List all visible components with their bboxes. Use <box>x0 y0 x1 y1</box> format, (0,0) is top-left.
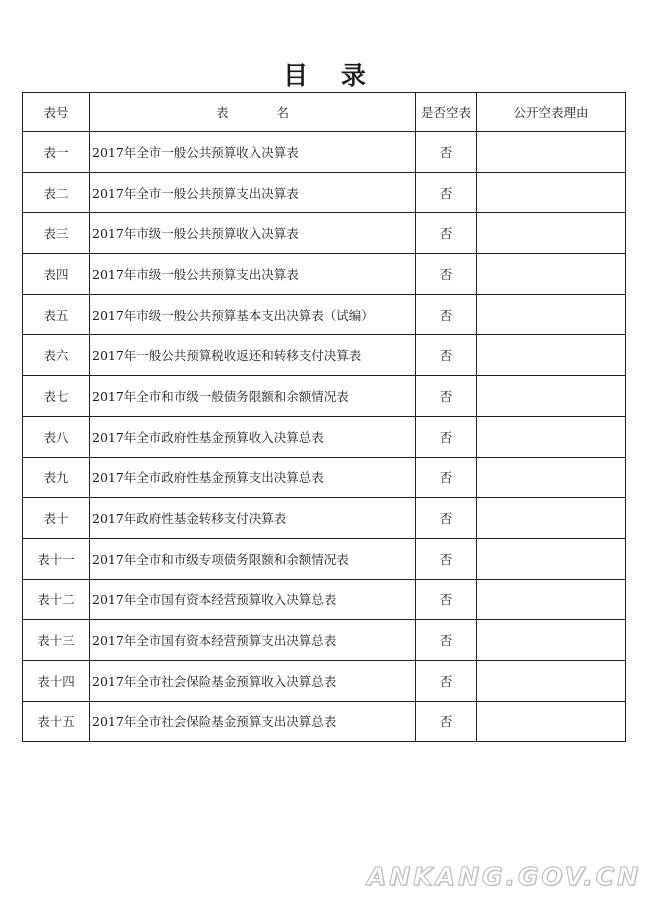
row-empty-reason <box>477 172 626 213</box>
row-table-number: 表九 <box>23 457 90 498</box>
row-table-number: 表十四 <box>23 660 90 701</box>
row-is-empty: 否 <box>416 620 477 661</box>
row-table-number: 表一 <box>23 132 90 173</box>
row-empty-reason <box>477 294 626 335</box>
row-is-empty: 否 <box>416 579 477 620</box>
row-empty-reason <box>477 579 626 620</box>
row-empty-reason <box>477 457 626 498</box>
row-table-number: 表六 <box>23 335 90 376</box>
row-empty-reason <box>477 701 626 742</box>
row-table-name: 2017年全市国有资本经营预算收入决算总表 <box>90 579 416 620</box>
row-is-empty: 否 <box>416 660 477 701</box>
row-is-empty: 否 <box>416 254 477 295</box>
row-is-empty: 否 <box>416 376 477 417</box>
row-empty-reason <box>477 416 626 457</box>
watermark: ANKANG.GOV.CN <box>366 862 641 891</box>
row-table-name: 2017年全市一般公共预算收入决算表 <box>90 132 416 173</box>
row-is-empty: 否 <box>416 132 477 173</box>
row-table-name: 2017年市级一般公共预算支出决算表 <box>90 254 416 295</box>
table-row <box>23 172 626 213</box>
row-table-number: 表五 <box>23 294 90 335</box>
row-is-empty: 否 <box>416 335 477 376</box>
header-table-number: 表号 <box>23 93 90 132</box>
row-empty-reason <box>477 132 626 173</box>
row-table-number: 表十二 <box>23 579 90 620</box>
header-is-empty: 是否空表 <box>416 93 477 132</box>
row-empty-reason <box>477 660 626 701</box>
row-table-name: 2017年全市社会保险基金预算支出决算总表 <box>90 701 416 742</box>
table-row <box>23 660 626 701</box>
row-table-name: 2017年全市国有资本经营预算支出决算总表 <box>90 620 416 661</box>
row-empty-reason <box>477 254 626 295</box>
row-empty-reason <box>477 498 626 539</box>
table-body <box>23 132 626 742</box>
row-is-empty: 否 <box>416 213 477 254</box>
page-title: 目 录 <box>283 61 378 90</box>
table-row <box>23 294 626 335</box>
row-table-name: 2017年市级一般公共预算基本支出决算表（试编） <box>90 294 416 335</box>
row-table-number: 表八 <box>23 416 90 457</box>
table-of-contents <box>22 92 626 742</box>
row-table-name: 2017年全市政府性基金预算支出决算总表 <box>90 457 416 498</box>
row-table-name: 2017年全市一般公共预算支出决算表 <box>90 172 416 213</box>
row-table-name: 2017年市级一般公共预算收入决算表 <box>90 213 416 254</box>
table-row <box>23 213 626 254</box>
row-is-empty: 否 <box>416 538 477 579</box>
table-row <box>23 335 626 376</box>
row-table-number: 表十五 <box>23 701 90 742</box>
row-empty-reason <box>477 213 626 254</box>
header-row <box>23 93 626 132</box>
row-empty-reason <box>477 620 626 661</box>
row-table-number: 表二 <box>23 172 90 213</box>
table-row <box>23 498 626 539</box>
table-row <box>23 132 626 173</box>
header-table-name: 表 名 <box>90 93 416 132</box>
table-row <box>23 416 626 457</box>
row-is-empty: 否 <box>416 416 477 457</box>
table-row <box>23 579 626 620</box>
table-row <box>23 538 626 579</box>
table-row <box>23 620 626 661</box>
table-row <box>23 701 626 742</box>
row-is-empty: 否 <box>416 457 477 498</box>
header-empty-reason: 公开空表理由 <box>477 93 626 132</box>
row-table-name: 2017年全市和市级一般债务限额和余额情况表 <box>90 376 416 417</box>
row-is-empty: 否 <box>416 294 477 335</box>
table-row <box>23 254 626 295</box>
table-row <box>23 376 626 417</box>
row-table-number: 表七 <box>23 376 90 417</box>
table-row <box>23 457 626 498</box>
row-is-empty: 否 <box>416 498 477 539</box>
row-table-number: 表十三 <box>23 620 90 661</box>
row-table-name: 2017年全市政府性基金预算收入决算总表 <box>90 416 416 457</box>
row-empty-reason <box>477 335 626 376</box>
row-is-empty: 否 <box>416 701 477 742</box>
row-table-number: 表三 <box>23 213 90 254</box>
row-table-name: 2017年政府性基金转移支付决算表 <box>90 498 416 539</box>
row-table-number: 表十 <box>23 498 90 539</box>
row-table-name: 2017年一般公共预算税收返还和转移支付决算表 <box>90 335 416 376</box>
row-table-number: 表四 <box>23 254 90 295</box>
row-empty-reason <box>477 376 626 417</box>
table-header <box>23 93 626 132</box>
row-table-name: 2017年全市社会保险基金预算收入决算总表 <box>90 660 416 701</box>
row-empty-reason <box>477 538 626 579</box>
row-table-number: 表十一 <box>23 538 90 579</box>
row-table-name: 2017年全市和市级专项债务限额和余额情况表 <box>90 538 416 579</box>
row-is-empty: 否 <box>416 172 477 213</box>
